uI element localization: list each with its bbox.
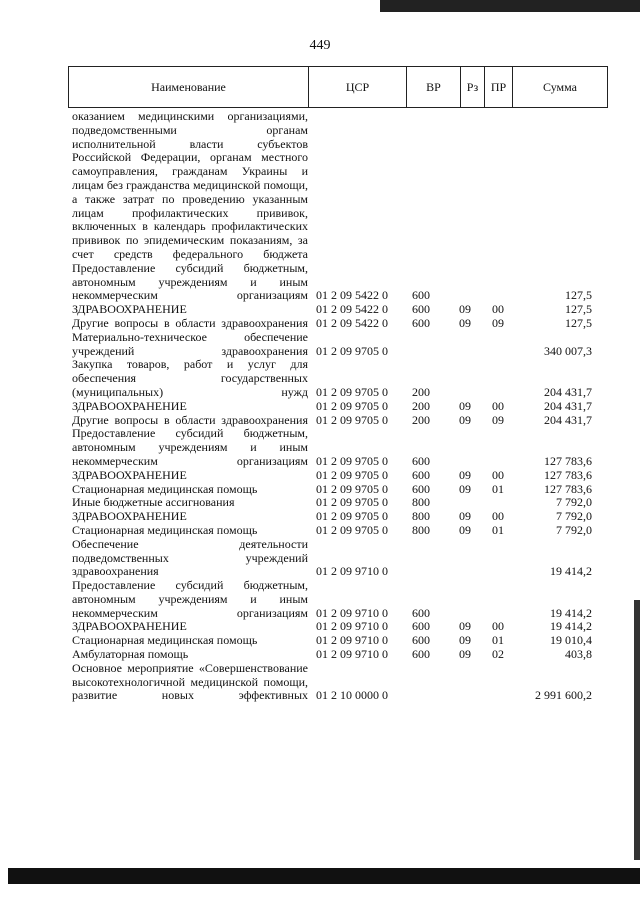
cell-name: Стационарная медицинская помощь <box>72 522 258 537</box>
header-name: Наименование <box>69 67 309 107</box>
table-row <box>72 620 608 634</box>
cell-sum: 127,5 <box>565 288 592 303</box>
cell-rz: 09 <box>459 467 471 482</box>
cell-vr: 800 <box>412 495 430 510</box>
cell-vr: 200 <box>412 384 430 399</box>
cell-sum: 7 792,0 <box>556 509 592 524</box>
cell-pr: 00 <box>492 509 504 524</box>
table-row <box>72 400 608 414</box>
cell-vr: 600 <box>412 619 430 634</box>
cell-name: ЗДРАВООХРАНЕНИЕ <box>72 467 187 482</box>
cell-sum: 19 010,4 <box>550 633 592 648</box>
table-row <box>72 317 608 331</box>
cell-name: ЗДРАВООХРАНЕНИЕ <box>72 398 187 413</box>
cell-name: Закупка товаров, работ и услуг для обеспечения государственных (муниципальных) нужд <box>72 357 308 399</box>
cell-csr: 01 2 09 9710 0 <box>316 605 388 620</box>
cell-vr: 200 <box>412 398 430 413</box>
cell-vr: 600 <box>412 647 430 662</box>
cell-csr: 01 2 09 9705 0 <box>316 412 388 427</box>
table-row <box>72 510 608 524</box>
cell-rz: 09 <box>459 398 471 413</box>
cell-sum: 204 431,7 <box>544 398 592 413</box>
cell-rz: 09 <box>459 647 471 662</box>
cell-vr: 600 <box>412 288 430 303</box>
cell-rz: 09 <box>459 619 471 634</box>
cell-sum: 204 431,7 <box>544 412 592 427</box>
cell-sum: 127 783,6 <box>544 467 592 482</box>
cell-rz: 09 <box>459 481 471 496</box>
cell-csr: 01 2 09 5422 0 <box>316 302 388 317</box>
cell-name: ЗДРАВООХРАНЕНИЕ <box>72 302 187 317</box>
cell-pr: 01 <box>492 522 504 537</box>
table-row <box>72 469 608 483</box>
cell-csr: 01 2 09 5422 0 <box>316 315 388 330</box>
table-row <box>72 662 608 703</box>
table-row <box>72 414 608 428</box>
cell-csr: 01 2 09 9705 0 <box>316 453 388 468</box>
table-row <box>72 579 608 620</box>
cell-pr: 00 <box>492 398 504 413</box>
cell-sum: 19 414,2 <box>550 619 592 634</box>
cell-vr: 800 <box>412 509 430 524</box>
cell-pr: 00 <box>492 302 504 317</box>
table-body <box>72 110 608 703</box>
cell-name: Материально-техническое обеспечение учреждений здравоохранения <box>72 329 308 358</box>
cell-csr: 01 2 09 9710 0 <box>316 564 388 579</box>
table-row <box>72 262 608 303</box>
cell-pr: 01 <box>492 633 504 648</box>
cell-name: Амбулаторная помощь <box>72 647 189 662</box>
cell-sum: 340 007,3 <box>544 343 592 358</box>
header-sum: Сумма <box>543 79 577 94</box>
cell-sum: 403,8 <box>565 647 592 662</box>
table-row <box>72 524 608 538</box>
cell-sum: 19 414,2 <box>550 564 592 579</box>
cell-vr: 800 <box>412 522 430 537</box>
cell-sum: 127 783,6 <box>544 481 592 496</box>
scan-edge-mark <box>634 600 640 860</box>
cell-csr: 01 2 09 9705 0 <box>316 522 388 537</box>
cell-name: Стационарная медицинская помощь <box>72 633 258 648</box>
table-header <box>68 66 608 108</box>
header-vr: ВР <box>407 67 461 107</box>
cell-vr: 600 <box>412 315 430 330</box>
cell-vr: 600 <box>412 481 430 496</box>
cell-sum: 127,5 <box>565 315 592 330</box>
cell-sum: 127 783,6 <box>544 453 592 468</box>
cell-csr: 01 2 09 9710 0 <box>316 647 388 662</box>
scan-top-bar <box>380 0 640 12</box>
cell-sum: 2 991 600,2 <box>535 688 592 703</box>
cell-name: оказанием медицинскими организациями, подведомственными органам исполнительной власти субъектов Российской Федерации, органам местного самоуправления, гражданам Украины и лицам без гражданства медицинской помощи, а также затрат по проведению указанным лицам профилактических прививок, включенных в календарь профилактических прививок по эпидемическим показаниям, за счет средств федерального бюджета <box>72 109 308 261</box>
cell-pr: 00 <box>492 619 504 634</box>
cell-name: Предоставление субсидий бюджетным, автономным учреждениям и иным некоммерческим организациям <box>72 426 308 468</box>
cell-sum: 204 431,7 <box>544 384 592 399</box>
cell-sum: 19 414,2 <box>550 605 592 620</box>
cell-name: ЗДРАВООХРАНЕНИЕ <box>72 619 187 634</box>
cell-name: Предоставление субсидий бюджетным, автономным учреждениям и иным некоммерческим организациям <box>72 260 308 303</box>
table-row <box>72 427 608 468</box>
cell-csr: 01 2 09 9710 0 <box>316 633 388 648</box>
cell-name: Другие вопросы в области здравоохранения <box>72 315 308 330</box>
cell-sum: 7 792,0 <box>556 522 592 537</box>
cell-name: ЗДРАВООХРАНЕНИЕ <box>72 509 187 524</box>
cell-vr: 600 <box>412 467 430 482</box>
cell-csr: 01 2 09 9705 0 <box>316 467 388 482</box>
table-row <box>72 110 608 262</box>
cell-vr: 600 <box>412 453 430 468</box>
table-row <box>72 358 608 399</box>
cell-csr: 01 2 09 9705 0 <box>316 509 388 524</box>
cell-pr: 02 <box>492 647 504 662</box>
table-row <box>72 483 608 497</box>
cell-csr: 01 2 09 9705 0 <box>316 384 388 399</box>
table-row <box>72 496 608 510</box>
cell-name: Обеспечение деятельности подведомственных учреждений здравоохранения <box>72 536 308 579</box>
cell-name: Другие вопросы в области здравоохранения <box>72 412 308 427</box>
table-row <box>72 538 608 579</box>
cell-pr: 09 <box>492 412 504 427</box>
cell-rz: 09 <box>459 315 471 330</box>
cell-rz: 09 <box>459 522 471 537</box>
table-row <box>72 331 608 359</box>
cell-vr: 600 <box>412 605 430 620</box>
cell-name: Предоставление субсидий бюджетным, автономным учреждениям и иным некоммерческим организациям <box>72 578 308 620</box>
cell-sum: 127,5 <box>565 302 592 317</box>
cell-name: Основное мероприятие «Совершенствование высокотехнологичной медицинской помощи, развитие новых эффективных <box>72 660 308 703</box>
cell-rz: 09 <box>459 633 471 648</box>
table-row <box>72 634 608 648</box>
cell-vr: 200 <box>412 412 430 427</box>
header-rz: Рз <box>461 67 485 107</box>
cell-csr: 01 2 09 9705 0 <box>316 343 388 358</box>
table-row <box>72 648 608 662</box>
page-number: 449 <box>309 38 331 53</box>
cell-csr: 01 2 09 9705 0 <box>316 398 388 413</box>
header-csr: ЦСР <box>309 67 407 107</box>
cell-csr: 01 2 09 9705 0 <box>316 495 388 510</box>
cell-pr: 01 <box>492 481 504 496</box>
cell-name: Иные бюджетные ассигнования <box>72 495 235 510</box>
cell-rz: 09 <box>459 412 471 427</box>
cell-pr: 09 <box>492 315 504 330</box>
cell-vr: 600 <box>412 633 430 648</box>
cell-name: Стационарная медицинская помощь <box>72 481 258 496</box>
table-row <box>72 303 608 317</box>
cell-csr: 01 2 10 0000 0 <box>316 688 388 703</box>
header-pr: ПР <box>485 67 513 107</box>
cell-csr: 01 2 09 9705 0 <box>316 481 388 496</box>
cell-sum: 7 792,0 <box>556 495 592 510</box>
scan-bottom-bar <box>8 868 640 884</box>
cell-csr: 01 2 09 9710 0 <box>316 619 388 634</box>
cell-vr: 600 <box>412 302 430 317</box>
cell-csr: 01 2 09 5422 0 <box>316 288 388 303</box>
cell-rz: 09 <box>459 509 471 524</box>
cell-pr: 00 <box>492 467 504 482</box>
cell-rz: 09 <box>459 302 471 317</box>
